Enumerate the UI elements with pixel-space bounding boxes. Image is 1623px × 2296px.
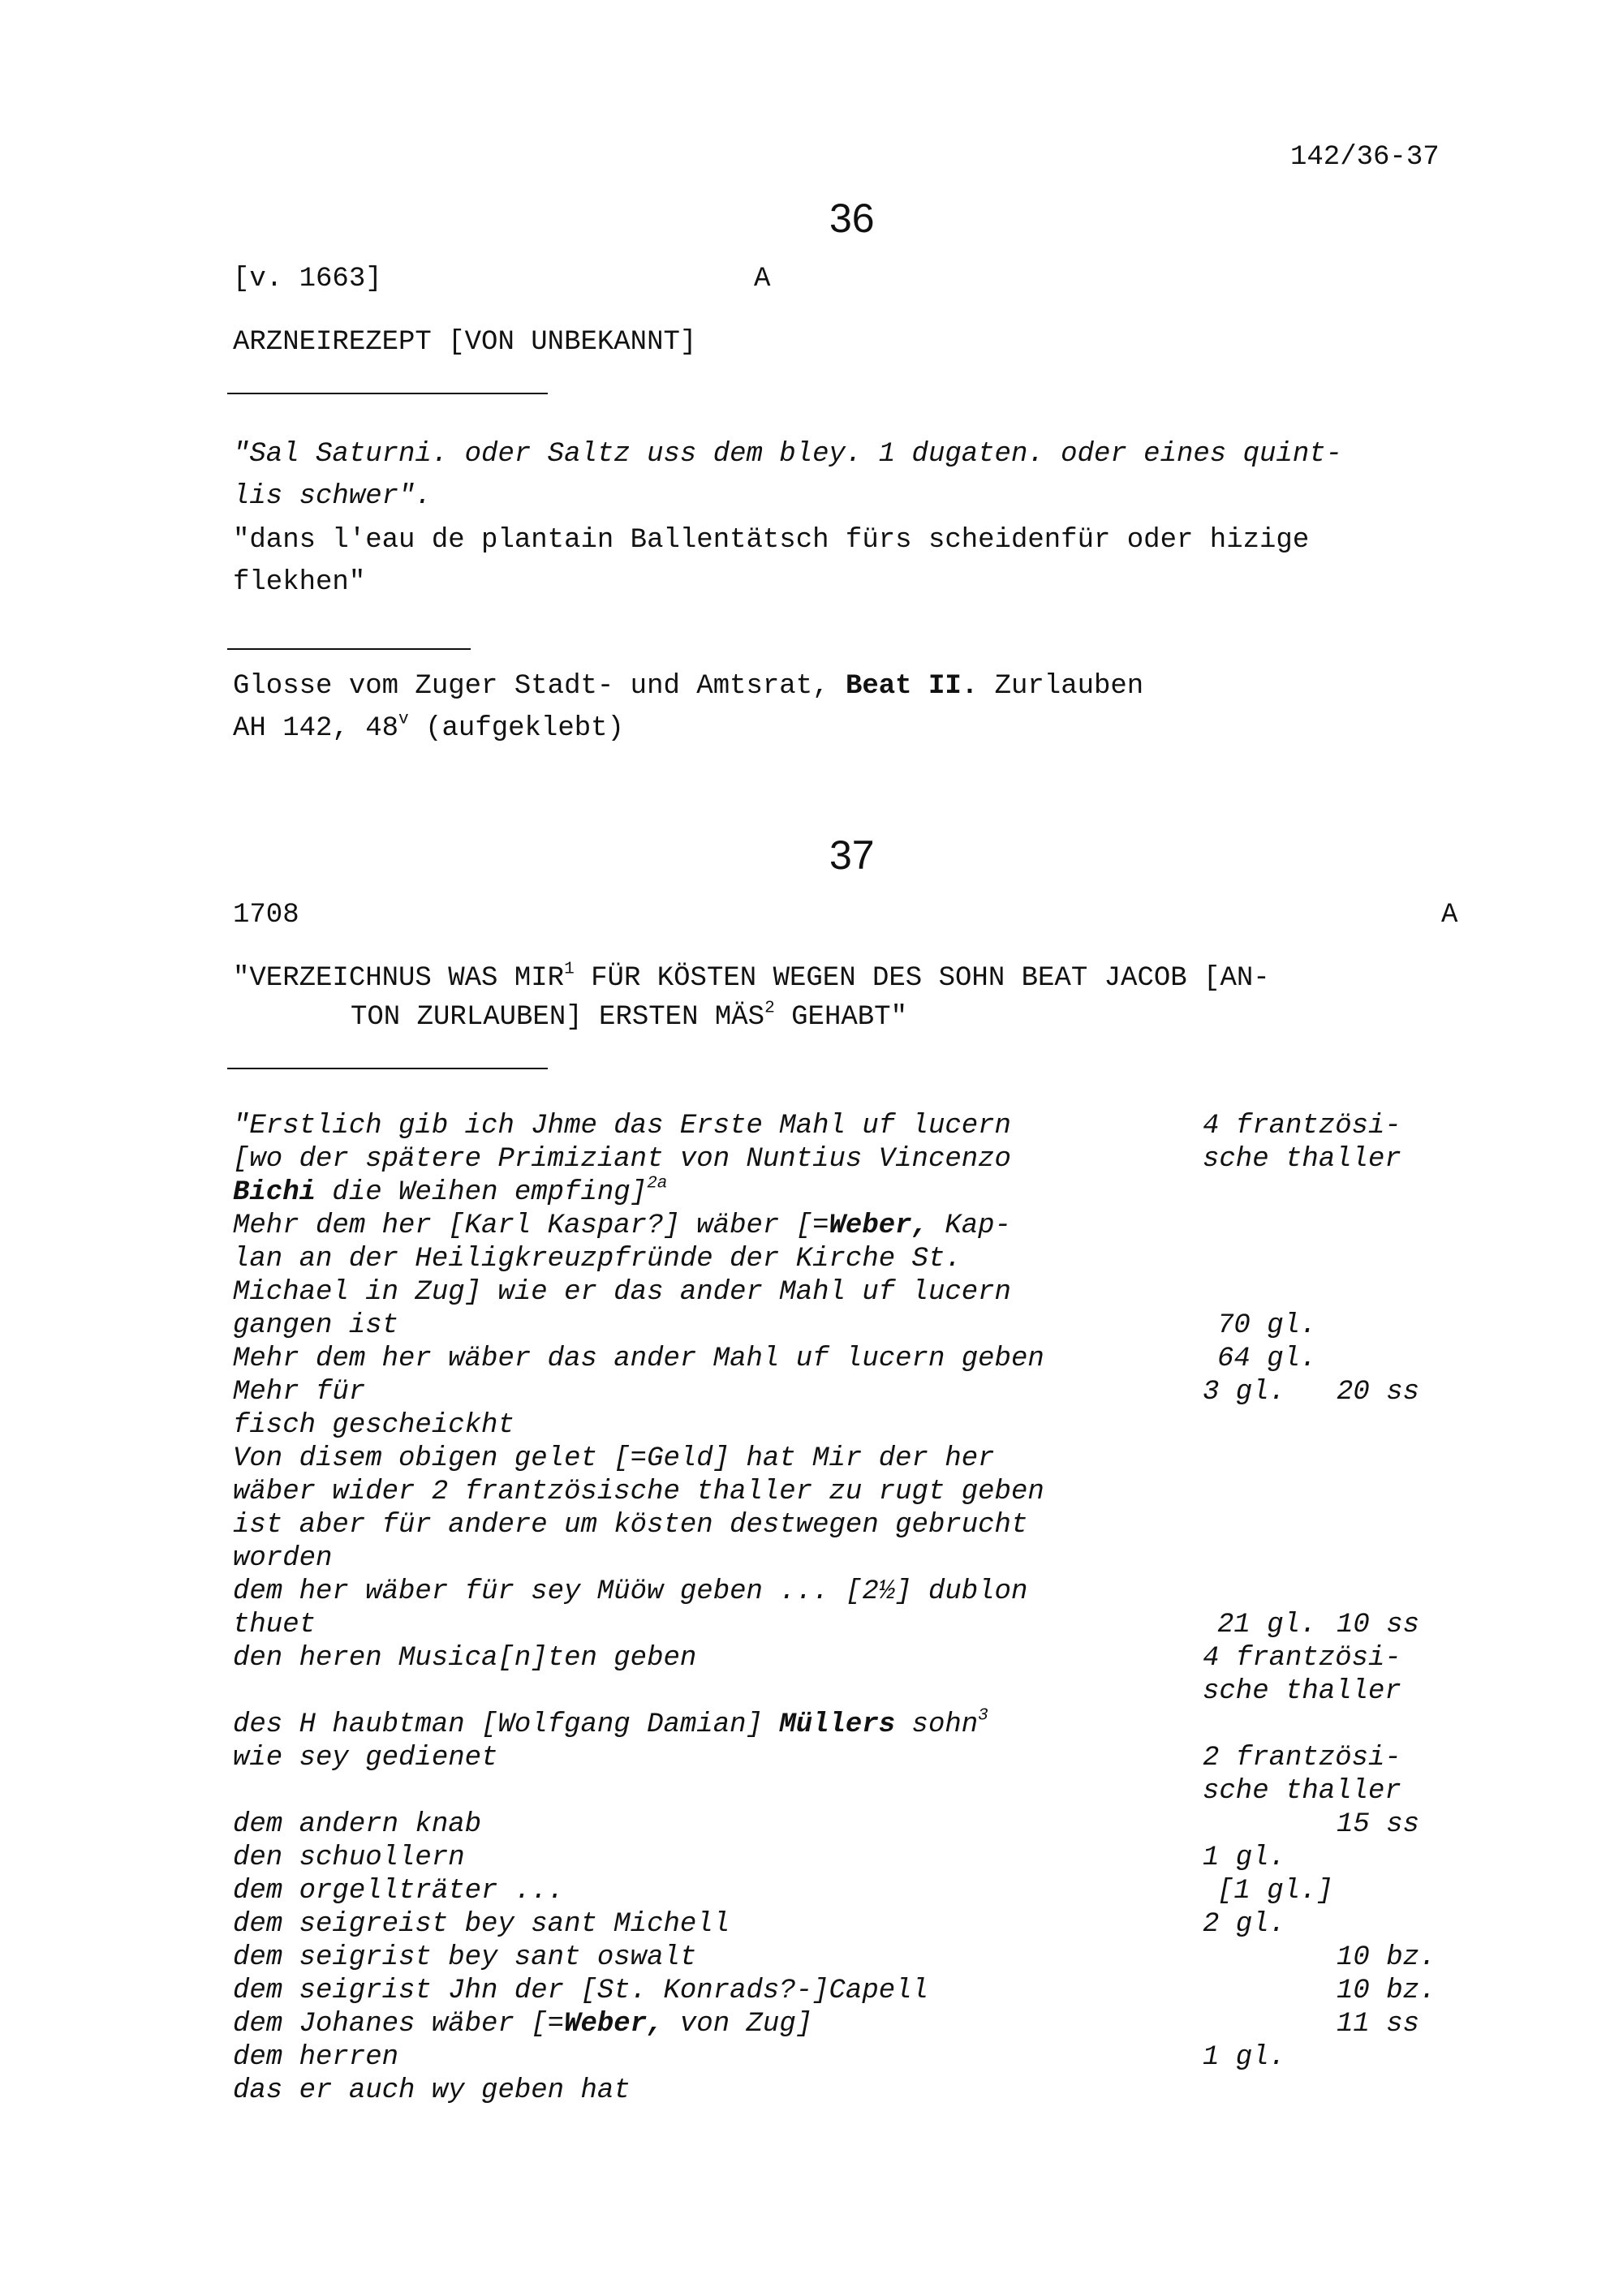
ledger-description: worden <box>233 1543 333 1574</box>
ledger-row <box>233 1908 1466 1941</box>
document-number: 37 <box>829 832 875 878</box>
ledger-row <box>233 1542 1466 1576</box>
ledger-description: Michael in Zug] wie er das ander Mahl uf lucern <box>233 1277 1011 1308</box>
ledger-amount: 2 frantzösi- <box>1203 1743 1401 1774</box>
document-date: [v. 1663] <box>233 264 382 295</box>
ledger-description: [wo der spätere Primiziant von Nuntius Vincenzo <box>233 1144 1011 1175</box>
document-number: 36 <box>829 196 875 241</box>
ledger-amount: 64 gl. <box>1217 1344 1317 1374</box>
ledger-row <box>233 1642 1466 1675</box>
ledger-row <box>233 1609 1466 1642</box>
document-date: 1708 <box>233 900 299 931</box>
ledger-amount: 4 frantzösi- <box>1203 1643 1401 1674</box>
ledger-row <box>233 1409 1466 1443</box>
ledger-description: ist aber für andere um kösten destwegen gebrucht <box>233 1510 1028 1541</box>
ledger-row <box>233 1376 1466 1409</box>
ledger-description: den heren Musica[n]ten geben <box>233 1643 697 1674</box>
ledger-row <box>233 1343 1466 1376</box>
ledger-row <box>233 1742 1466 1775</box>
ledger-row <box>233 1476 1466 1509</box>
ledger-description: dem andern knab <box>233 1809 482 1840</box>
ledger-subamount: 10 bz. <box>1337 1976 1436 2006</box>
ledger-row <box>233 1276 1466 1309</box>
quote-line: "Sal Saturni. oder Saltz uss dem bley. 1 dugaten. oder eines quint- <box>233 439 1343 470</box>
ledger-description: Mehr für <box>233 1377 366 1408</box>
ledger-amount: 1 gl. <box>1203 2042 1286 2073</box>
ledger-description: dem seigrist Jhn der [St. Konrads?-]Capell <box>233 1976 928 2006</box>
ledger-description: dem orgellträter ... <box>233 1876 565 1907</box>
page-reference: 142/36-37 <box>1290 142 1440 173</box>
ledger-amount: 4 frantzösi- <box>1203 1111 1401 1142</box>
ledger-description: Von disem obigen gelet [=Geld] hat Mir der her <box>233 1443 995 1474</box>
ledger-amount: sche thaller <box>1203 1144 1401 1175</box>
document-letter: A <box>754 264 771 295</box>
expense-ledger <box>233 1110 1466 2108</box>
source-reference: AH 142, 48$^v$ (aufgeklebt) <box>233 709 624 744</box>
footnote-divider <box>227 648 471 650</box>
document-title: "VERZEICHNUS WAS MIR$^1$ FÜR KÖSTEN WEGEN DES SOHN BEAT JACOB [AN- <box>233 959 1270 994</box>
ledger-amount: 1 gl. <box>1203 1842 1286 1873</box>
ledger-amount: 21 gl. <box>1217 1610 1317 1640</box>
ledger-description: wie sey gedienet <box>233 1743 498 1774</box>
ledger-amount: sche thaller <box>1203 1676 1401 1707</box>
ledger-amount: sche thaller <box>1203 1776 1401 1807</box>
document-title: ARZNEIREZEPT [VON UNBEKANNT] <box>233 327 697 358</box>
ledger-subamount: 15 ss <box>1337 1809 1420 1840</box>
ledger-description: des H haubtman [Wolfgang Damian] Müllers sohn$^3$ <box>233 1705 988 1740</box>
document-letter: A <box>1441 900 1458 931</box>
ledger-description: fisch gescheickht <box>233 1410 514 1441</box>
ledger-row <box>233 1173 1466 1210</box>
ledger-description: dem seigrist bey sant oswalt <box>233 1942 697 1973</box>
ledger-subamount: 11 ss <box>1337 2009 1420 2040</box>
ledger-description: den schuollern <box>233 1842 465 1873</box>
ledger-row <box>233 1808 1466 1842</box>
ledger-amount: 70 gl. <box>1217 1310 1317 1341</box>
ledger-description: wäber wider 2 frantzösische thaller zu rugt geben <box>233 1477 1044 1507</box>
ledger-row <box>233 1775 1466 1808</box>
ledger-row <box>233 1509 1466 1542</box>
document-title-continued: TON ZURLAUBEN] ERSTEN MÄS$^2$ GEHABT" <box>351 998 907 1033</box>
ledger-row <box>233 1309 1466 1343</box>
ledger-description: dem her wäber für sey Müöw geben ... [2½] dublon <box>233 1576 1028 1607</box>
ledger-subamount: 20 ss <box>1337 1377 1420 1408</box>
ledger-row <box>233 1705 1466 1742</box>
ledger-description: lan an der Heiligkreuzpfründe der Kirche St. <box>233 1244 962 1275</box>
ledger-row <box>233 1143 1466 1176</box>
ledger-description: Mehr dem her wäber das ander Mahl uf lucern geben <box>233 1344 1044 1374</box>
ledger-row <box>233 1842 1466 1875</box>
ledger-description: dem Johanes wäber [=Weber, von Zug] <box>233 2009 813 2040</box>
title-divider <box>227 1068 548 1069</box>
ledger-subamount: 10 bz. <box>1337 1942 1436 1973</box>
ledger-row <box>233 1110 1466 1143</box>
ledger-amount: 3 gl. <box>1203 1377 1286 1408</box>
ledger-row <box>233 1875 1466 1908</box>
ledger-row <box>233 1210 1466 1243</box>
ledger-description: dem herren <box>233 2042 399 2073</box>
ledger-description: thuet <box>233 1610 316 1640</box>
ledger-row <box>233 1243 1466 1276</box>
ledger-amount: 2 gl. <box>1203 1909 1286 1940</box>
ledger-row <box>233 1941 1466 1975</box>
quote-line: "dans l'eau de plantain Ballentätsch fürs scheidenfür oder hizige <box>233 525 1310 556</box>
quote-line: flekhen" <box>233 567 366 598</box>
ledger-row <box>233 2008 1466 2041</box>
title-divider <box>227 393 548 394</box>
quote-line: lis schwer". <box>233 481 432 512</box>
ledger-row <box>233 1443 1466 1476</box>
ledger-row <box>233 2041 1466 2075</box>
ledger-description: das er auch wy geben hat <box>233 2075 631 2106</box>
ledger-row <box>233 1975 1466 2008</box>
ledger-description: "Erstlich gib ich Jhme das Erste Mahl uf lucern <box>233 1111 1011 1142</box>
ledger-description: Bichi die Weihen empfing]$^{2a}$ <box>233 1173 668 1208</box>
ledger-row <box>233 1675 1466 1709</box>
ledger-subamount: 10 ss <box>1337 1610 1420 1640</box>
gloss-note: Glosse vom Zuger Stadt- und Amtsrat, Beat II. Zurlauben <box>233 671 1144 702</box>
ledger-amount: [1 gl.] <box>1217 1876 1333 1907</box>
ledger-description: Mehr dem her [Karl Kaspar?] wäber [=Weber, Kap- <box>233 1210 1011 1241</box>
ledger-row <box>233 1576 1466 1609</box>
ledger-row <box>233 2075 1466 2108</box>
ledger-description: gangen ist <box>233 1310 399 1341</box>
ledger-description: dem seigreist bey sant Michell <box>233 1909 730 1940</box>
